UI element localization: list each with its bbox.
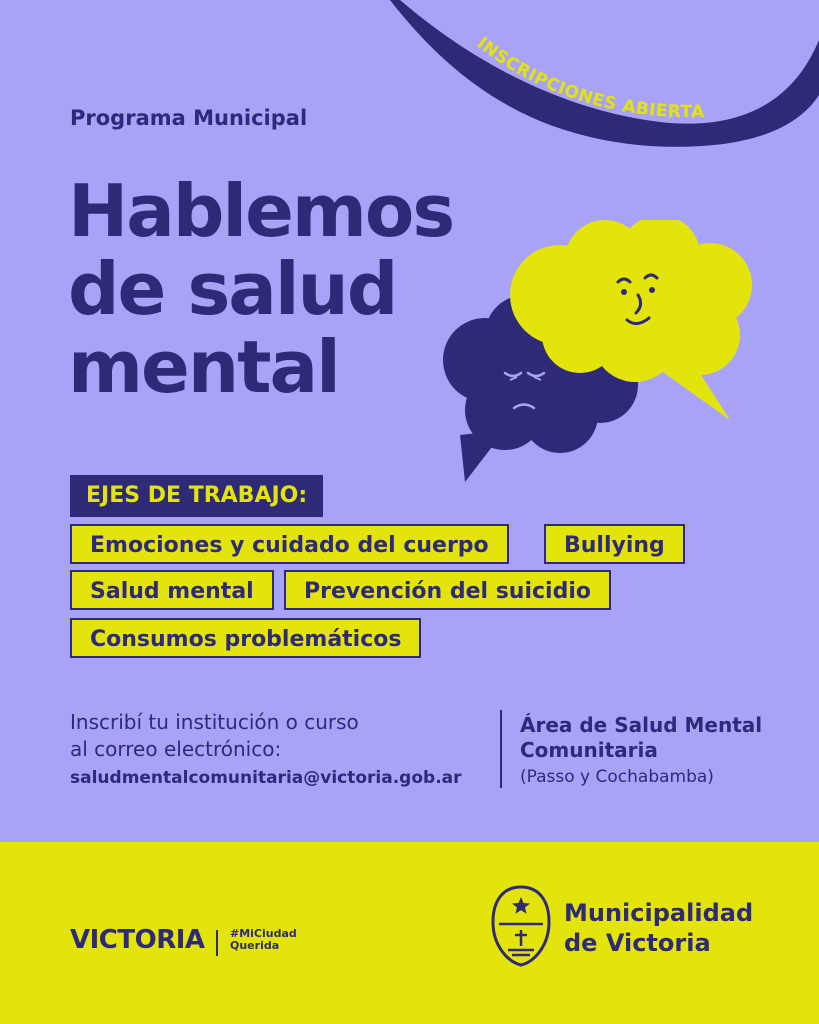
contact-line-2: al correo electrónico: (70, 737, 282, 761)
eje-chip-consumos: Consumos problemáticos (70, 618, 421, 658)
eje-chip-emociones: Emociones y cuidado del cuerpo (70, 524, 509, 564)
municipal-shield-icon (490, 884, 552, 968)
eje-chip-bullying: Bullying (544, 524, 685, 564)
area-title (520, 713, 800, 763)
speech-bubbles-illustration (430, 220, 770, 490)
eje-chip-salud-mental: Salud mental (70, 570, 274, 610)
contact-line-1: Inscribí tu institución o curso (70, 710, 359, 734)
municipality-name (564, 898, 753, 958)
victoria-brand-logo: VICTORIA (70, 925, 205, 955)
ejes-header: EJES DE TRABAJO: (70, 475, 323, 517)
muni-line-2: de Victoria (564, 929, 711, 957)
program-subtitle: Programa Municipal (70, 106, 308, 130)
hashtag-logo (230, 928, 297, 952)
contact-email-link[interactable]: saludmentalcomunitaria@victoria.gob.ar (70, 768, 462, 788)
ribbon-label-text: INSCRIPCIONES ABIERTA (472, 33, 705, 123)
headline-line-3: mental (68, 325, 339, 409)
headline-line-2: de salud (68, 247, 397, 331)
contact-instructions (70, 709, 490, 763)
contact-divider (500, 710, 502, 788)
headline-line-1: Hablemos (68, 169, 454, 253)
area-address: (Passo y Cochabamba) (520, 767, 714, 787)
area-title-line-1: Área de Salud Mental (520, 713, 763, 737)
area-title-line-2: Comunitaria (520, 738, 658, 762)
hashtag-line-2: Querida (230, 939, 280, 952)
hashtag-line-1: #MiCiudad (230, 927, 297, 940)
logo-separator (216, 930, 218, 956)
eje-chip-prevencion: Prevención del suicidio (284, 570, 611, 610)
inscripciones-ribbon (0, 0, 819, 160)
muni-line-1: Municipalidad (564, 899, 754, 927)
